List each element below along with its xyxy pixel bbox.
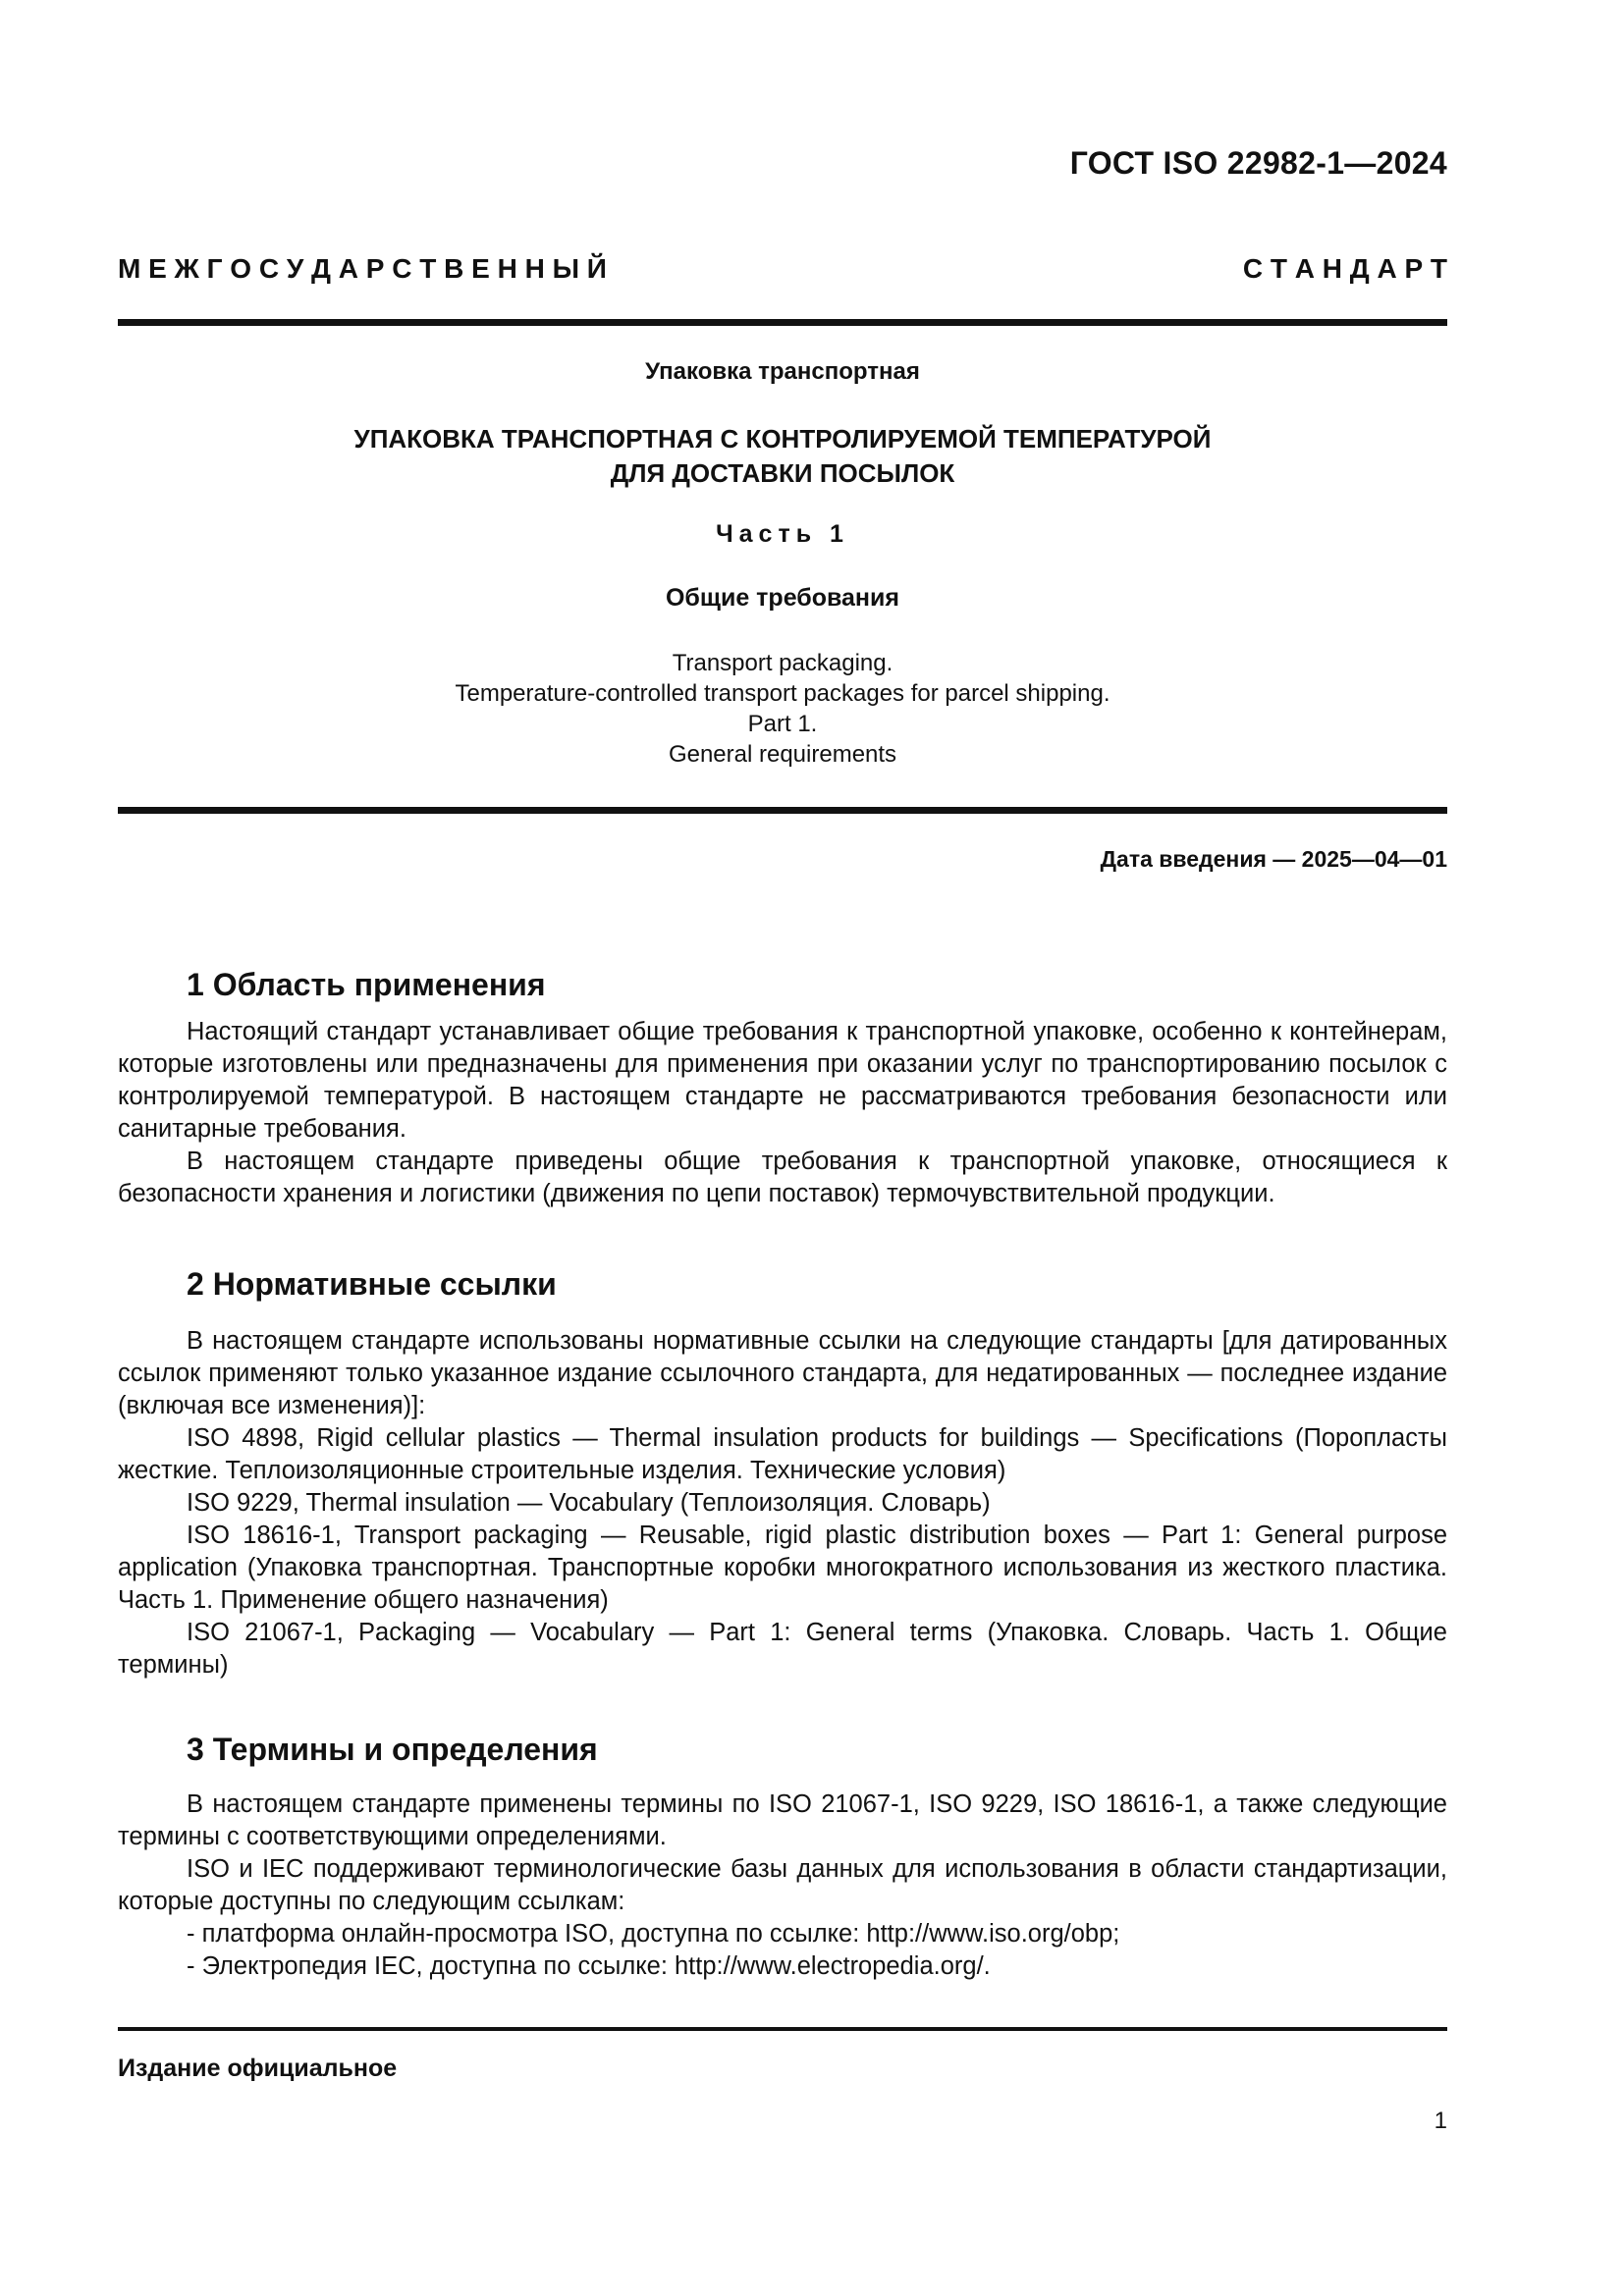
paragraph: В настоящем стандарте приведены общие требования к транспортной упаковке, относящиеся к безопасности хранения и логистики (движения по цепи поставок) термочувствительной продукции. (118, 1148, 1447, 1207)
section-2-body (118, 1325, 1447, 1682)
middle-divider (118, 807, 1447, 814)
reference-item: ISO 21067-1, Packaging — Vocabulary — Part 1: General terms (Упаковка. Словарь. Часть 1. Общие термины) (118, 1619, 1447, 1679)
standard-word: С Т А Н Д А Р Т (1242, 253, 1447, 284)
paragraph: Настоящий стандарт устанавливает общие требования к транспортной упаковке, особенно к контейнерам, которые изготовлены или предназначены для применения при оказании услуг по транспортированию посылок с контролируемой температурой. В настоящем стандарте не рассматриваются требования безопасности или санитарные требования. (118, 1018, 1447, 1143)
reference-item: ISO 9229, Thermal insulation — Vocabulary (Теплоизоляция. Словарь) (187, 1489, 991, 1517)
title-group: Упаковка транспортная (645, 358, 920, 385)
title-english-line: Transport packaging. (672, 650, 893, 676)
section-1-body (118, 1016, 1447, 1210)
section-3-body (118, 1789, 1447, 1983)
title-english (118, 648, 1447, 770)
title-main (118, 422, 1447, 491)
page-number: 1 (1434, 2108, 1447, 2134)
top-divider (118, 319, 1447, 326)
reference-item: ISO 18616-1, Transport packaging — Reusable, rigid plastic distribution boxes — Part 1: General purpose application (Упаковка транспортная. Транспортные коробки многократного использования из жесткого пластика. Часть 1. Применение общего назначения) (118, 1522, 1447, 1614)
title-part: Часть 1 (716, 520, 849, 548)
title-main-line-2: ДЛЯ ДОСТАВКИ ПОСЫЛОК (610, 458, 955, 488)
title-english-line: Part 1. (747, 711, 818, 737)
title-subtitle: Общие требования (665, 584, 899, 612)
section-1-heading: 1 Область применения (187, 967, 546, 1002)
title-main-line-1: УПАКОВКА ТРАНСПОРТНАЯ С КОНТРОЛИРУЕМОЙ ТЕМПЕРАТУРОЙ (353, 424, 1212, 454)
standard-designation: ГОСТ ISO 22982-1—2024 (1069, 145, 1447, 181)
paragraph: В настоящем стандарте использованы нормативные ссылки на следующие стандарты [для датированных ссылок применяют только указанное издание ссылочного стандарта, для недатированных — последнее издание (включая все изменения)]: (118, 1327, 1447, 1419)
paragraph: ISO и IEC поддерживают терминологические базы данных для использования в области стандартизации, которые доступны по следующим ссылкам: (118, 1855, 1447, 1915)
official-edition-label: Издание официальное (118, 2055, 398, 2082)
section-3-heading: 3 Термины и определения (187, 1732, 598, 1767)
list-item: - платформа онлайн-просмотра ISO, доступна по ссылке: http://www.iso.org/obp; (187, 1920, 1120, 1948)
interstate-word: М Е Ж Г О С У Д А Р С Т В Е Н Н Ы Й (118, 253, 607, 284)
introduction-date: Дата введения — 2025—04—01 (1100, 846, 1447, 872)
reference-item: ISO 4898, Rigid cellular plastics — Thermal insulation products for buildings — Specifications (Поропласты жесткие. Теплоизоляционные строительные изделия. Технические условия) (118, 1424, 1447, 1484)
paragraph: В настоящем стандарте применены термины по ISO 21067-1, ISO 9229, ISO 18616-1, а также следующие термины с соответствующими определениями. (118, 1790, 1447, 1850)
section-2-heading: 2 Нормативные ссылки (187, 1266, 557, 1302)
title-english-line: General requirements (668, 741, 897, 768)
title-english-line: Temperature-controlled transport packages for parcel shipping. (455, 680, 1110, 707)
interstate-standard-heading (118, 253, 1447, 285)
bottom-divider (118, 2027, 1447, 2031)
list-item: - Электропедия IEC, доступна по ссылке: http://www.electropedia.org/. (187, 1952, 991, 1980)
